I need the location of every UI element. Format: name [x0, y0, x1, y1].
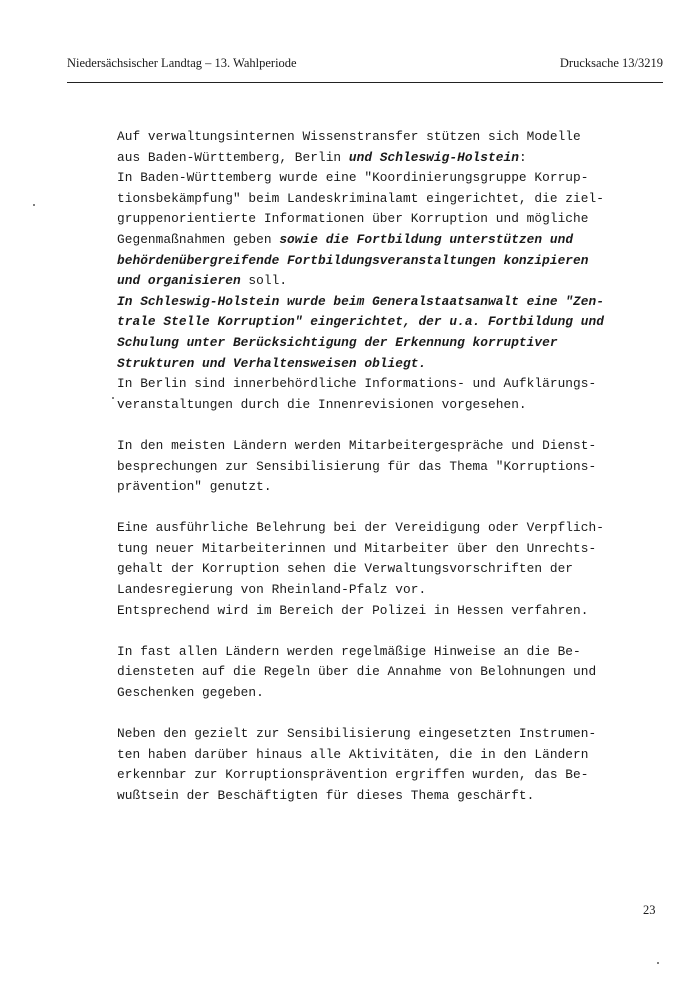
text-line: [117, 271, 607, 292]
text-line: [117, 786, 607, 807]
text-line: [117, 642, 607, 663]
text-segment: Gegenmaßnahmen geben: [117, 231, 280, 247]
text-line: [117, 765, 607, 786]
scan-speck: [657, 962, 659, 964]
text-line: [117, 189, 607, 210]
text-segment: In Berlin sind innerbehördliche Informations- und Aufklärungs-: [117, 376, 597, 392]
text-segment: Neben den gezielt zur Sensibilisierung eingesetzten Instrumen-: [117, 726, 597, 742]
text-line: [117, 518, 607, 539]
text-line: [117, 477, 607, 498]
text-segment: erkennbar zur Korruptionsprävention ergriffen wurden, das Be-: [117, 767, 589, 783]
scan-speck: [33, 204, 35, 206]
text-line: [117, 724, 607, 745]
text-segment: Auf verwaltungsinternen Wissenstransfer stützen sich Modelle: [117, 129, 581, 144]
text-line: [117, 374, 607, 395]
text-line: [117, 354, 607, 375]
emphasized-text: In Schleswig-Holstein wurde beim Generalstaatsanwalt eine "Zen-: [117, 293, 604, 309]
text-line: [117, 127, 607, 148]
emphasized-text: behördenübergreifende Fortbildungsveranstaltungen konzipieren: [117, 252, 589, 268]
text-segment: ten haben darüber hinaus alle Aktivitäten, die in den Ländern: [117, 746, 589, 762]
paragraph: [117, 436, 607, 498]
text-segment: In fast allen Ländern werden regelmäßige Hinweise an die Be-: [117, 643, 581, 659]
text-segment: diensteten auf die Regeln über die Annahme von Belohnungen und: [117, 664, 597, 680]
emphasized-text: sowie die Fortbildung unterstützen und: [279, 231, 574, 247]
text-segment: Eine ausführliche Belehrung bei der Vereidigung oder Verpflich-: [117, 520, 604, 536]
text-line: [117, 662, 607, 683]
header-document-number: Drucksache 13/3219: [559, 56, 663, 70]
text-line: [117, 683, 607, 704]
text-line: [117, 312, 607, 333]
page-header: [67, 52, 663, 83]
text-line: [117, 559, 607, 580]
text-line: [117, 251, 607, 272]
paragraph: [117, 724, 607, 806]
text-segment: Entsprechend wird im Bereich der Polizei in Hessen verfahren.: [117, 602, 589, 618]
text-segment: In den meisten Ländern werden Mitarbeitergespräche und Dienst-: [117, 437, 597, 453]
text-segment: Geschenken gegeben.: [117, 685, 264, 701]
text-line: [117, 436, 607, 457]
text-segment: wußtsein der Beschäftigten für dieses Thema geschärft.: [117, 788, 535, 803]
paragraph: [117, 127, 607, 415]
emphasized-text: Strukturen und Verhaltensweisen obliegt.: [117, 355, 427, 371]
text-segment: tionsbekämpfung" beim Landeskriminalamt eingerichtet, die ziel-: [117, 190, 604, 206]
emphasized-text: Schulung unter Berücksichtigung der Erkennung korruptiver: [117, 334, 558, 350]
paragraph: [117, 642, 607, 704]
document-body: [117, 127, 607, 827]
text-segment: aus Baden-Württemberg, Berlin: [117, 149, 349, 165]
text-segment: gehalt der Korruption sehen die Verwaltungsvorschriften der: [117, 561, 574, 577]
text-segment: besprechungen zur Sensibilisierung für das Thema "Korruptions-: [117, 458, 597, 474]
text-segment: gruppenorientierte Informationen über Korruption und mögliche: [117, 211, 589, 227]
text-line: [117, 292, 607, 313]
text-line: [117, 457, 607, 478]
text-line: [117, 230, 607, 251]
text-line: [117, 333, 607, 354]
text-segment: In Baden-Württemberg wurde eine "Koordinierungsgruppe Korrup-: [117, 170, 589, 186]
text-segment: veranstaltungen durch die Innenrevisionen vorgesehen.: [117, 396, 527, 412]
text-segment: :: [518, 149, 527, 165]
text-line: [117, 395, 607, 416]
text-line: [117, 745, 607, 766]
scan-speck: [112, 397, 114, 399]
page-number: 23: [643, 903, 656, 917]
text-line: [117, 601, 607, 622]
text-line: [117, 168, 607, 189]
text-line: [117, 209, 607, 230]
text-line: [117, 580, 607, 601]
text-segment: soll.: [240, 273, 288, 289]
text-line: [117, 539, 607, 560]
text-segment: prävention" genutzt.: [117, 479, 272, 495]
paragraph: [117, 518, 607, 621]
text-segment: Landesregierung von Rheinland-Pfalz vor.: [117, 582, 427, 598]
emphasized-text: und organisieren: [117, 273, 241, 289]
header-parliament-title: Niedersächsischer Landtag – 13. Wahlperiode: [67, 56, 297, 70]
text-segment: tung neuer Mitarbeiterinnen und Mitarbeiter über den Unrechts-: [117, 540, 597, 556]
emphasized-text: trale Stelle Korruption" eingerichtet, der u.a. Fortbildung und: [117, 314, 604, 330]
emphasized-text: und Schleswig-Holstein: [348, 149, 519, 165]
text-line: [117, 148, 607, 169]
